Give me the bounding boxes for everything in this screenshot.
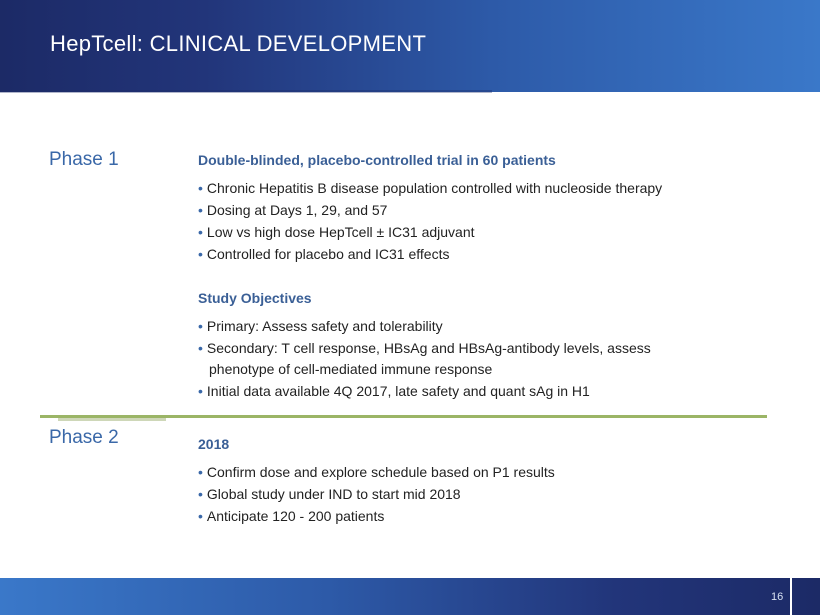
phase-1-trial-list xyxy=(198,177,662,265)
study-objectives-list xyxy=(198,315,651,402)
footer-banner xyxy=(0,578,820,615)
list-item: • Anticipate 120 - 200 patients xyxy=(198,508,385,524)
page-number: 16 xyxy=(771,591,784,603)
list-item: • Global study under IND to start mid 2018 xyxy=(198,486,461,502)
slide-title: HepTcell: CLINICAL DEVELOPMENT xyxy=(50,31,427,56)
list-item: • Dosing at Days 1, 29, and 57 xyxy=(198,202,388,218)
phase-2-heading: 2018 xyxy=(198,436,230,452)
list-item: • Low vs high dose HepTcell ± IC31 adjuvant xyxy=(198,224,475,240)
phase-1-trial-heading: Double-blinded, placebo-controlled trial in 60 patients xyxy=(198,152,556,168)
list-item: • Controlled for placebo and IC31 effects xyxy=(198,246,450,262)
list-item: • Secondary: T cell response, HBsAg and HBsAg-antibody levels, assess phenotype of cell-mediated immune response xyxy=(198,340,651,377)
footer-separator xyxy=(790,578,792,615)
study-objectives-heading: Study Objectives xyxy=(198,290,312,306)
phase-2-list xyxy=(198,461,555,527)
phase-1-label: Phase 1 xyxy=(49,149,119,170)
list-item: • Chronic Hepatitis B disease population controlled with nucleoside therapy xyxy=(198,180,663,196)
list-item: • Confirm dose and explore schedule based on P1 results xyxy=(198,464,555,480)
phase-2-label: Phase 2 xyxy=(49,427,119,448)
divider-shadow xyxy=(58,418,166,421)
header-underline xyxy=(0,90,492,93)
list-item: • Initial data available 4Q 2017, late safety and quant sAg in H1 xyxy=(198,383,590,399)
list-item: • Primary: Assess safety and tolerability xyxy=(198,318,443,334)
